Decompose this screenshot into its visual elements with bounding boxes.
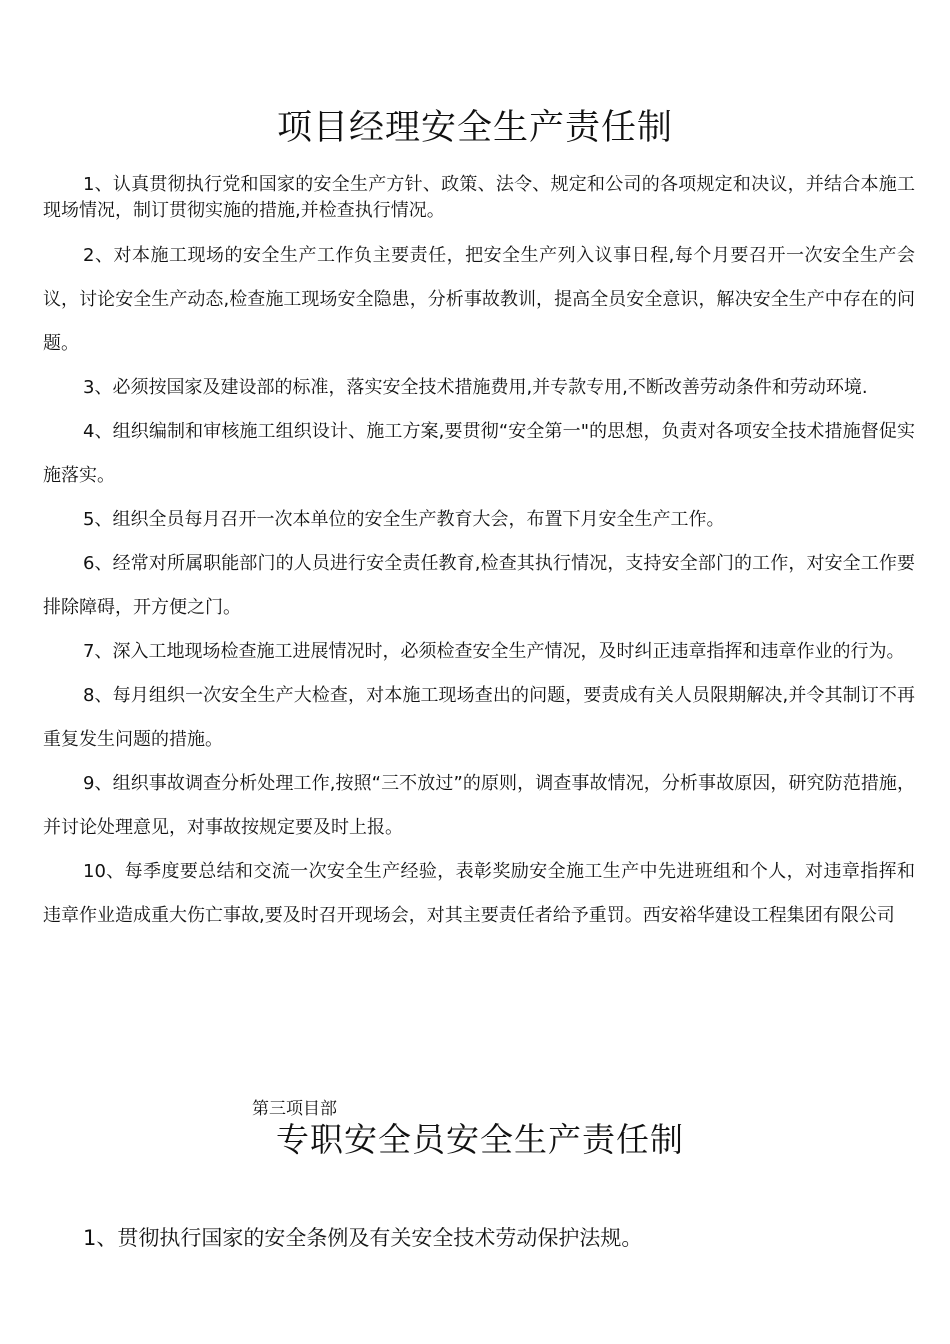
section2-title: 专职安全员安全生产责任制: [276, 1120, 684, 1159]
paragraph-8: 8、每月组织一次安全生产大检查，对本施工现场查出的问题，要责成有关人员限期解决,并令其制订不再重复发生问题的措施。: [43, 685, 915, 750]
paragraph-2: 2、对本施工现场的安全生产工作负主要责任，把安全生产列入议事日程,每个月要召开一次安全生产会议，讨论安全生产动态,检查施工现场安全隐患，分析事故教训，提高全员安全意识，解决安全生产中存在的问题。: [43, 245, 915, 354]
document-title: 项目经理安全生产责任制: [276, 108, 673, 148]
paragraph-5: 5、组织全员每月召开一次本单位的安全生产教育大会，布置下月安全生产工作。: [83, 509, 725, 530]
responsibility-list: [43, 172, 915, 938]
section-label: 第三项目部: [252, 1099, 337, 1119]
paragraph-1: 1、认真贯彻执行党和国家的安全生产方针、政策、法令、规定和公司的各项规定和决议，并结合本施工现场情况，制订贯彻实施的措施,并检查执行情况。: [43, 174, 915, 221]
section2-item-1: 1、贯彻执行国家的安全条例及有关安全技术劳动保护法规。: [83, 1226, 643, 1250]
paragraph-4: 4、组织编制和审核施工组织设计、施工方案,要贯彻“安全第一"的思想，负责对各项安全技术措施督促实施落实。: [43, 421, 915, 486]
paragraph-9: 9、组织事故调查分析处理工作,按照“三不放过”的原则，调查事故情况，分析事故原因，研究防范措施，并讨论处理意见，对事故按规定要及时上报。: [43, 773, 915, 838]
paragraph-7: 7、深入工地现场检查施工进展情况时，必须检查安全生产情况，及时纠正违章指挥和违章作业的行为。: [83, 641, 905, 662]
paragraph-10: 10、每季度要总结和交流一次安全生产经验，表彰奖励安全施工生产中先进班组和个人，对违章指挥和违章作业造成重大伤亡事故,要及时召开现场会，对其主要责任者给予重罚。西安裕华建设工程集团有限公司: [43, 861, 915, 926]
paragraph-3: 3、必须按国家及建设部的标准，落实安全技术措施费用,并专款专用,不断改善劳动条件和劳动环境.: [83, 377, 868, 398]
paragraph-6: 6、经常对所属职能部门的人员进行安全责任教育,检查其执行情况，支持安全部门的工作，对安全工作要排除障碍，开方便之门。: [43, 553, 915, 618]
